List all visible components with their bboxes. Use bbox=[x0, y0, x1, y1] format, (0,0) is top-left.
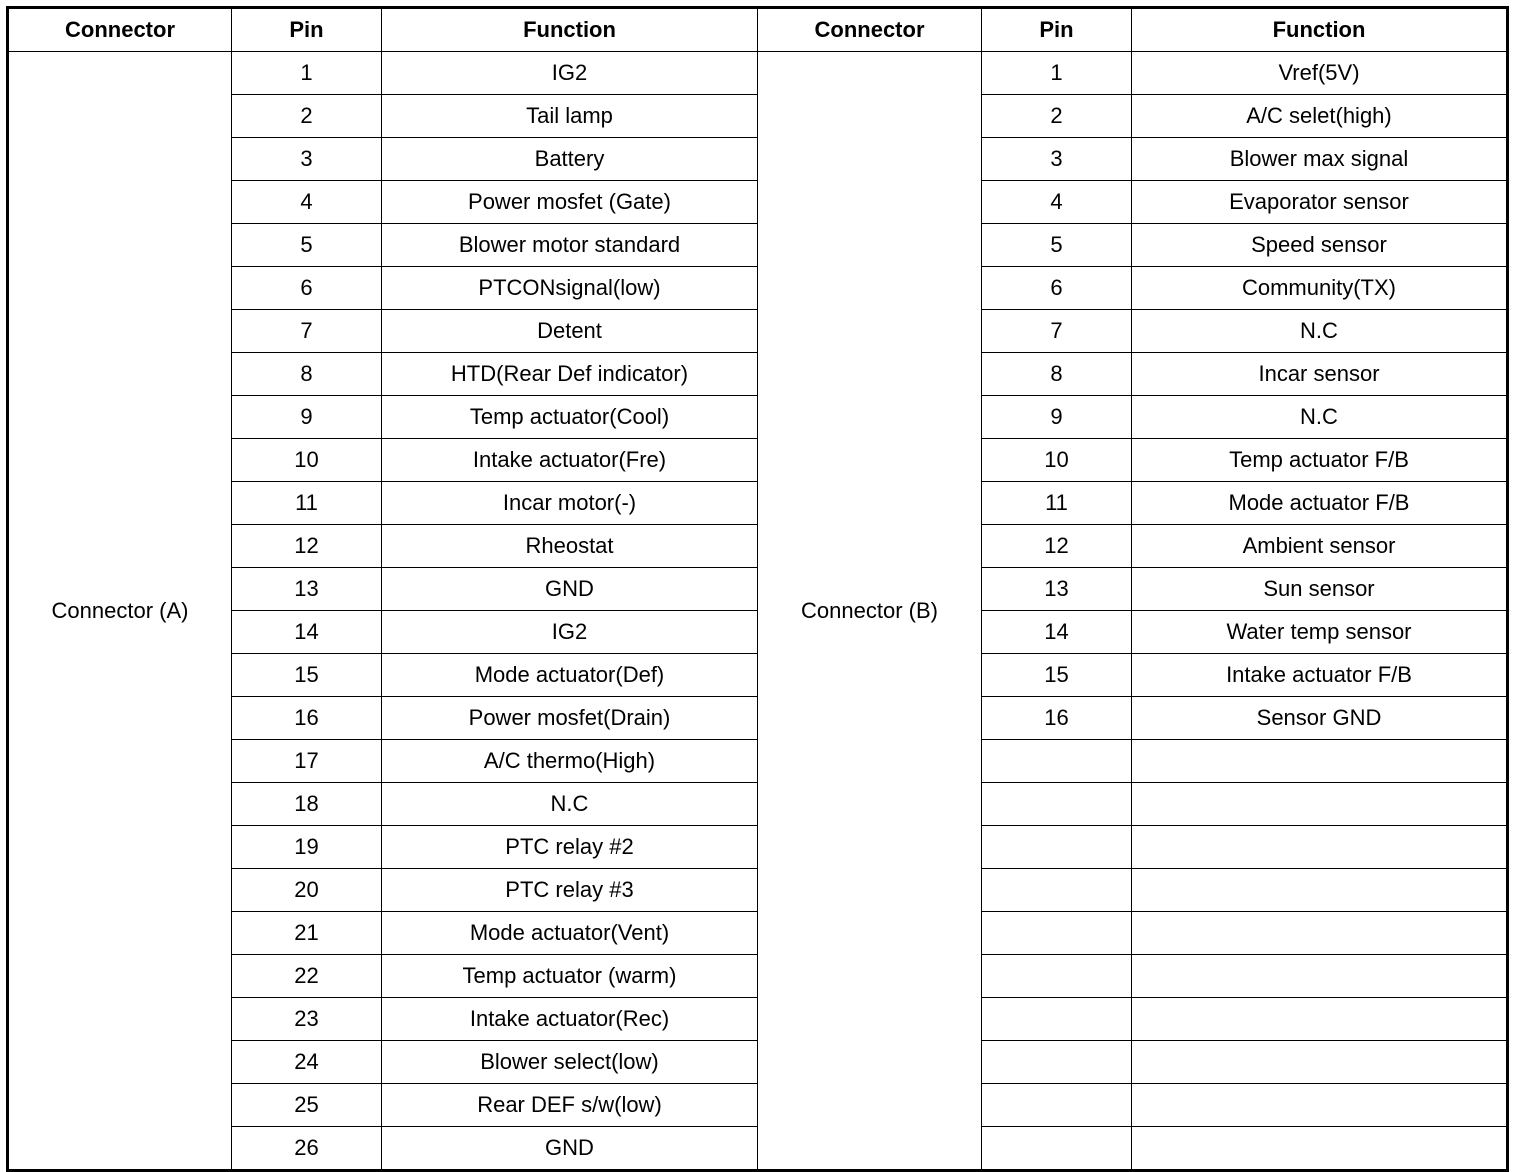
connector-a-pin: 2 bbox=[232, 95, 382, 138]
connector-b-pin bbox=[982, 1084, 1132, 1127]
connector-a-pin: 12 bbox=[232, 525, 382, 568]
connector-a-function: Power mosfet(Drain) bbox=[382, 697, 758, 740]
connector-a-function: PTCONsignal(low) bbox=[382, 267, 758, 310]
connector-a-function: IG2 bbox=[382, 52, 758, 95]
connector-b-pin bbox=[982, 912, 1132, 955]
connector-b-pin bbox=[982, 869, 1132, 912]
connector-b-function: Speed sensor bbox=[1132, 224, 1508, 267]
connector-b-function: Ambient sensor bbox=[1132, 525, 1508, 568]
connector-b-pin: 2 bbox=[982, 95, 1132, 138]
connector-a-function: Tail lamp bbox=[382, 95, 758, 138]
connector-a-function: IG2 bbox=[382, 611, 758, 654]
connector-a-pin: 22 bbox=[232, 955, 382, 998]
connector-a-function: A/C thermo(High) bbox=[382, 740, 758, 783]
connector-a-label: Connector (A) bbox=[8, 52, 232, 1171]
connector-a-pin: 4 bbox=[232, 181, 382, 224]
connector-b-function: Water temp sensor bbox=[1132, 611, 1508, 654]
connector-a-pin: 1 bbox=[232, 52, 382, 95]
connector-b-function: Community(TX) bbox=[1132, 267, 1508, 310]
connector-a-function: Intake actuator(Fre) bbox=[382, 439, 758, 482]
connector-b-function bbox=[1132, 1127, 1508, 1171]
connector-b-function bbox=[1132, 869, 1508, 912]
connector-a-pin: 26 bbox=[232, 1127, 382, 1171]
connector-b-pin: 15 bbox=[982, 654, 1132, 697]
connector-b-pin: 7 bbox=[982, 310, 1132, 353]
connector-a-pin: 7 bbox=[232, 310, 382, 353]
connector-b-function bbox=[1132, 1084, 1508, 1127]
connector-b-pin: 5 bbox=[982, 224, 1132, 267]
connector-b-function bbox=[1132, 998, 1508, 1041]
connector-b-function bbox=[1132, 740, 1508, 783]
connector-a-pin: 6 bbox=[232, 267, 382, 310]
connector-b-pin bbox=[982, 783, 1132, 826]
header-row bbox=[8, 8, 1508, 52]
connector-b-pin: 9 bbox=[982, 396, 1132, 439]
connector-a-function: GND bbox=[382, 1127, 758, 1171]
connector-a-pin: 13 bbox=[232, 568, 382, 611]
connector-a-pin: 24 bbox=[232, 1041, 382, 1084]
connector-b-function: A/C selet(high) bbox=[1132, 95, 1508, 138]
connector-b-function: Evaporator sensor bbox=[1132, 181, 1508, 224]
connector-a-pin: 16 bbox=[232, 697, 382, 740]
header-pin-b: Pin bbox=[982, 8, 1132, 52]
connector-b-function: Temp actuator F/B bbox=[1132, 439, 1508, 482]
connector-b-function: Incar sensor bbox=[1132, 353, 1508, 396]
connector-a-function: PTC relay #3 bbox=[382, 869, 758, 912]
connector-b-function: N.C bbox=[1132, 396, 1508, 439]
header-pin-a: Pin bbox=[232, 8, 382, 52]
connector-b-function: Sensor GND bbox=[1132, 697, 1508, 740]
connector-a-function: Blower motor standard bbox=[382, 224, 758, 267]
connector-b-function bbox=[1132, 912, 1508, 955]
header-connector-a: Connector bbox=[8, 8, 232, 52]
connector-a-pin: 18 bbox=[232, 783, 382, 826]
connector-b-pin: 10 bbox=[982, 439, 1132, 482]
connector-b-pin bbox=[982, 998, 1132, 1041]
connector-b-pin bbox=[982, 826, 1132, 869]
connector-b-function: Blower max signal bbox=[1132, 138, 1508, 181]
connector-a-function: Temp actuator (warm) bbox=[382, 955, 758, 998]
connector-a-function: N.C bbox=[382, 783, 758, 826]
connector-b-pin: 11 bbox=[982, 482, 1132, 525]
connector-b-pin bbox=[982, 1127, 1132, 1171]
connector-a-function: Rear DEF s/w(low) bbox=[382, 1084, 758, 1127]
connector-b-pin bbox=[982, 740, 1132, 783]
connector-a-function: Intake actuator(Rec) bbox=[382, 998, 758, 1041]
connector-b-pin: 6 bbox=[982, 267, 1132, 310]
connector-a-pin: 8 bbox=[232, 353, 382, 396]
header-function-b: Function bbox=[1132, 8, 1508, 52]
connector-a-function: Temp actuator(Cool) bbox=[382, 396, 758, 439]
connector-b-function: Mode actuator F/B bbox=[1132, 482, 1508, 525]
connector-b-pin: 16 bbox=[982, 697, 1132, 740]
connector-a-pin: 14 bbox=[232, 611, 382, 654]
header-function-a: Function bbox=[382, 8, 758, 52]
connector-b-function bbox=[1132, 783, 1508, 826]
connector-b-function: Vref(5V) bbox=[1132, 52, 1508, 95]
connector-b-function: N.C bbox=[1132, 310, 1508, 353]
connector-a-pin: 17 bbox=[232, 740, 382, 783]
connector-a-pin: 15 bbox=[232, 654, 382, 697]
connector-a-function: Rheostat bbox=[382, 525, 758, 568]
header-connector-b: Connector bbox=[758, 8, 982, 52]
connector-b-pin bbox=[982, 955, 1132, 998]
connector-a-pin: 25 bbox=[232, 1084, 382, 1127]
connector-b-pin: 8 bbox=[982, 353, 1132, 396]
connector-a-function: Incar motor(-) bbox=[382, 482, 758, 525]
connector-b-function: Intake actuator F/B bbox=[1132, 654, 1508, 697]
connector-a-pin: 3 bbox=[232, 138, 382, 181]
connector-a-function: Mode actuator(Vent) bbox=[382, 912, 758, 955]
connector-a-function: Detent bbox=[382, 310, 758, 353]
connector-b-label: Connector (B) bbox=[758, 52, 982, 1171]
connector-pin-table bbox=[6, 6, 1509, 1172]
connector-b-pin: 14 bbox=[982, 611, 1132, 654]
connector-a-pin: 5 bbox=[232, 224, 382, 267]
connector-a-function: Battery bbox=[382, 138, 758, 181]
connector-a-function: Power mosfet (Gate) bbox=[382, 181, 758, 224]
connector-b-pin: 1 bbox=[982, 52, 1132, 95]
connector-a-function: Mode actuator(Def) bbox=[382, 654, 758, 697]
connector-a-pin: 21 bbox=[232, 912, 382, 955]
connector-b-pin: 12 bbox=[982, 525, 1132, 568]
connector-a-pin: 11 bbox=[232, 482, 382, 525]
connector-a-pin: 20 bbox=[232, 869, 382, 912]
table-row bbox=[8, 52, 1508, 95]
connector-a-pin: 23 bbox=[232, 998, 382, 1041]
connector-a-function: PTC relay #2 bbox=[382, 826, 758, 869]
connector-a-function: GND bbox=[382, 568, 758, 611]
connector-a-pin: 9 bbox=[232, 396, 382, 439]
connector-a-function: HTD(Rear Def indicator) bbox=[382, 353, 758, 396]
connector-b-function bbox=[1132, 826, 1508, 869]
connector-b-function bbox=[1132, 1041, 1508, 1084]
connector-b-pin: 3 bbox=[982, 138, 1132, 181]
connector-b-function: Sun sensor bbox=[1132, 568, 1508, 611]
connector-a-pin: 10 bbox=[232, 439, 382, 482]
connector-b-pin: 13 bbox=[982, 568, 1132, 611]
connector-a-function: Blower select(low) bbox=[382, 1041, 758, 1084]
connector-b-pin bbox=[982, 1041, 1132, 1084]
connector-b-pin: 4 bbox=[982, 181, 1132, 224]
connector-a-pin: 19 bbox=[232, 826, 382, 869]
connector-b-function bbox=[1132, 955, 1508, 998]
